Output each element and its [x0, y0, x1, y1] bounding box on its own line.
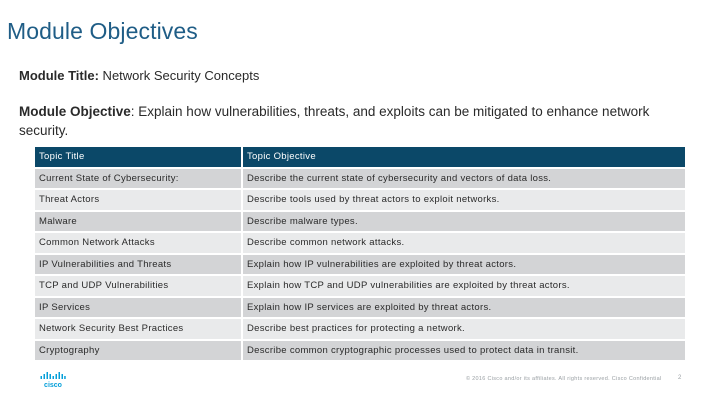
- cisco-logo-icon: [40, 372, 66, 388]
- topic-objective-cell: Describe the current state of cybersecurity and vectors of data loss.: [243, 169, 685, 189]
- module-objective-value: : Explain how vulnerabilities, threats, and exploits can be mitigated to enhance network security.: [19, 104, 650, 138]
- table-row: [35, 276, 685, 296]
- topic-title-cell: Network Security Best Practices: [35, 319, 243, 339]
- topic-title-cell: Malware: [35, 212, 243, 232]
- topic-objective-cell: Describe common network attacks.: [243, 233, 685, 253]
- copyright-notice: © 2016 Cisco and/or its affiliates. All rights reserved. Cisco Confidential: [466, 376, 662, 382]
- table-row: [35, 169, 685, 189]
- topics-table: [35, 145, 685, 362]
- topic-title-cell: Cryptography: [35, 341, 243, 361]
- topic-title-cell: Current State of Cybersecurity:: [35, 169, 243, 189]
- table-row: [35, 255, 685, 275]
- table-header-row: [35, 147, 685, 167]
- topic-title-cell: Common Network Attacks: [35, 233, 243, 253]
- topic-objective-cell: Explain how IP services are exploited by threat actors.: [243, 298, 685, 318]
- page-number: 2: [678, 375, 682, 381]
- module-title-label: Module Title:: [19, 68, 99, 83]
- topic-objective-cell: Describe common cryptographic processes used to protect data in transit.: [243, 341, 685, 361]
- table-row: [35, 319, 685, 339]
- topic-objective-cell: Describe best practices for protecting a network.: [243, 319, 685, 339]
- module-objective: [19, 102, 669, 140]
- module-objective-label: Module Objective: [19, 104, 131, 119]
- topic-objective-cell: Explain how IP vulnerabilities are exploited by threat actors.: [243, 255, 685, 275]
- slide-title: Module Objectives: [7, 18, 198, 44]
- module-title-value: Network Security Concepts: [98, 68, 260, 83]
- column-header-topic-objective: Topic Objective: [243, 147, 685, 167]
- topic-objective-cell: Describe malware types.: [243, 212, 685, 232]
- table-row: [35, 233, 685, 253]
- topic-title-cell: IP Services: [35, 298, 243, 318]
- topic-objective-cell: Explain how TCP and UDP vulnerabilities are exploited by threat actors.: [243, 276, 685, 296]
- topic-title-cell: IP Vulnerabilities and Threats: [35, 255, 243, 275]
- svg-text:cisco: cisco: [44, 382, 62, 388]
- table-row: [35, 212, 685, 232]
- column-header-topic-title: Topic Title: [35, 147, 243, 167]
- topic-title-cell: Threat Actors: [35, 190, 243, 210]
- table-row: [35, 190, 685, 210]
- module-title: [19, 68, 259, 83]
- topic-title-cell: TCP and UDP Vulnerabilities: [35, 276, 243, 296]
- table-row: [35, 341, 685, 361]
- topic-objective-cell: Describe tools used by threat actors to exploit networks.: [243, 190, 685, 210]
- table-row: [35, 298, 685, 318]
